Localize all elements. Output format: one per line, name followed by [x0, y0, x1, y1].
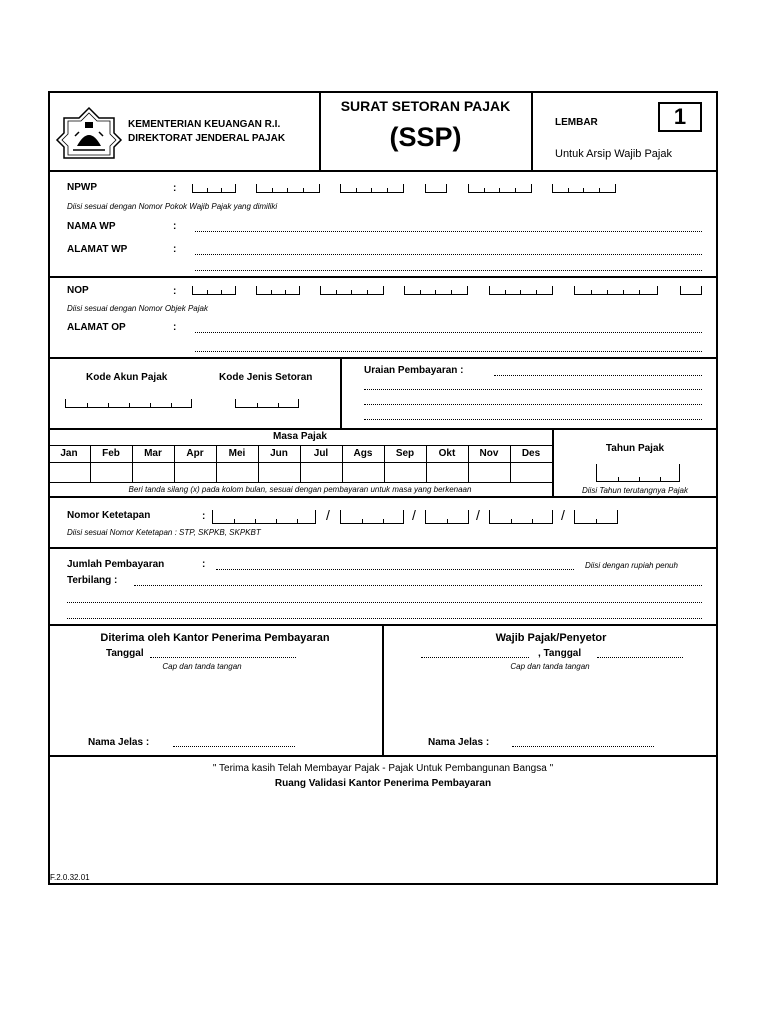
ketetapan-field-4[interactable]: [489, 510, 553, 524]
ministry-name: KEMENTERIAN KEUANGAN R.I.: [128, 119, 281, 130]
nomor-ketetapan-note: Diisi sesuai Nomor Ketetapan : STP, SKPKB, SKPKBT: [67, 528, 261, 537]
receiver-nama-label: Nama Jelas :: [88, 737, 150, 748]
alamat-wp-field-2[interactable]: [195, 270, 702, 271]
payer-title: Wajib Pajak/Penyetor: [495, 632, 607, 644]
directorate-name: DIREKTORAT JENDERAL PAJAK: [128, 133, 286, 144]
jumlah-note: Diisi dengan rupiah penuh: [585, 561, 678, 570]
month-label-nov: Nov: [479, 448, 499, 459]
uraian-label: Uraian Pembayaran :: [364, 365, 464, 376]
uraian-field-3[interactable]: [364, 404, 702, 405]
nop-field-6[interactable]: [574, 286, 658, 295]
alamat-wp-field-1[interactable]: [195, 254, 702, 255]
form-title: SURAT SETORAN PAJAK: [340, 98, 511, 114]
form-number: F.2.0.32.01: [50, 873, 90, 882]
jumlah-pembayaran-field[interactable]: [216, 569, 574, 570]
month-check-sep[interactable]: [384, 462, 426, 482]
masa-pajak-note: Beri tanda silang (x) pada kolom bulan, sesuai dengan pembayaran untuk masa yang berkenaan: [128, 485, 472, 494]
month-label-jul: Jul: [313, 448, 329, 459]
uraian-field-2[interactable]: [364, 389, 702, 390]
month-label-mar: Mar: [144, 448, 162, 459]
month-check-feb[interactable]: [90, 462, 132, 482]
kode-akun-field[interactable]: [65, 399, 192, 408]
month-check-ags[interactable]: [342, 462, 384, 482]
month-label-mei: Mei: [228, 448, 246, 459]
payer-nama-label: Nama Jelas :: [428, 737, 490, 748]
receiver-cap-note: Cap dan tanda tangan: [162, 662, 242, 671]
receiver-tanggal-field[interactable]: [150, 657, 296, 658]
receiver-nama-field[interactable]: [173, 746, 295, 747]
nop-field-4[interactable]: [404, 286, 468, 295]
month-divider: [132, 445, 133, 482]
slogan-text: " Terima kasih Telah Membayar Pajak - Pajak Untuk Pembangunan Bangsa ": [212, 763, 554, 774]
month-divider: [510, 445, 511, 482]
month-label-ags: Ags: [353, 448, 373, 459]
masa-pajak-title: Masa Pajak: [273, 431, 327, 442]
month-divider: [384, 445, 385, 482]
lembar-description: Untuk Arsip Wajib Pajak: [555, 148, 672, 160]
month-divider: [216, 445, 217, 482]
month-divider: [90, 445, 91, 482]
month-label-apr: Apr: [186, 448, 204, 459]
ketetapan-field-3[interactable]: [425, 510, 469, 524]
tahun-pajak-label: Tahun Pajak: [605, 443, 665, 454]
payer-tanggal-label: , Tanggal: [538, 648, 582, 659]
form-code: (SSP): [389, 122, 462, 152]
nop-field-5[interactable]: [489, 286, 553, 295]
npwp-note: Diisi sesuai dengan Nomor Pokok Wajib Pajak yang dimiliki: [67, 202, 278, 211]
month-check-nov[interactable]: [468, 462, 510, 482]
nop-field-3[interactable]: [320, 286, 384, 295]
month-check-mei[interactable]: [216, 462, 258, 482]
alamat-op-field-2[interactable]: [195, 351, 702, 352]
uraian-field-1[interactable]: [494, 375, 702, 376]
kode-jenis-label: Kode Jenis Setoran: [219, 372, 313, 383]
nomor-ketetapan-label: Nomor Ketetapan: [67, 510, 151, 521]
nama-wp-label: NAMA WP: [67, 221, 116, 232]
payer-cap-note: Cap dan tanda tangan: [510, 662, 590, 671]
month-divider: [468, 445, 469, 482]
ketetapan-field-2[interactable]: [340, 510, 404, 524]
month-check-jul[interactable]: [300, 462, 342, 482]
month-label-jun: Jun: [270, 448, 288, 459]
nop-field-7[interactable]: [680, 286, 702, 295]
month-check-mar[interactable]: [132, 462, 174, 482]
month-check-des[interactable]: [510, 462, 552, 482]
jumlah-pembayaran-label: Jumlah Pembayaran: [67, 559, 165, 570]
month-divider: [174, 445, 175, 482]
payer-nama-field[interactable]: [512, 746, 654, 747]
ketetapan-field-1[interactable]: [212, 510, 316, 524]
month-divider: [342, 445, 343, 482]
uraian-field-4[interactable]: [364, 419, 702, 420]
npwp-field-3[interactable]: [340, 184, 404, 193]
terbilang-field-1[interactable]: [134, 585, 702, 586]
month-check-jan[interactable]: [48, 462, 90, 482]
month-divider: [258, 445, 259, 482]
validasi-title: Ruang Validasi Kantor Penerima Pembayaran: [274, 778, 492, 789]
terbilang-field-2[interactable]: [67, 602, 702, 603]
month-label-jan: Jan: [60, 448, 78, 459]
nop-note: Diisi sesuai dengan Nomor Objek Pajak: [67, 304, 208, 313]
kode-akun-label: Kode Akun Pajak: [86, 372, 168, 383]
npwp-label: NPWP: [67, 182, 97, 193]
nop-field-1[interactable]: [192, 286, 236, 295]
npwp-field-6[interactable]: [552, 184, 616, 193]
alamat-op-field-1[interactable]: [195, 332, 702, 333]
month-divider: [426, 445, 427, 482]
month-label-des: Des: [521, 448, 541, 459]
ministry-emblem-icon: [55, 106, 123, 160]
lembar-number: 1: [658, 102, 702, 132]
tahun-pajak-field[interactable]: [596, 464, 680, 482]
month-check-apr[interactable]: [174, 462, 216, 482]
nama-wp-field[interactable]: [195, 231, 702, 232]
payer-tanggal-field[interactable]: [597, 657, 683, 658]
month-label-sep: Sep: [395, 448, 415, 459]
month-divider: [300, 445, 301, 482]
alamat-wp-label: ALAMAT WP: [67, 244, 128, 255]
nop-label: NOP: [67, 285, 89, 296]
npwp-field-2[interactable]: [256, 184, 320, 193]
ketetapan-field-5[interactable]: [574, 510, 618, 524]
terbilang-field-3[interactable]: [67, 618, 702, 619]
npwp-field-5[interactable]: [468, 184, 532, 193]
payer-place-field[interactable]: [421, 657, 529, 658]
nop-field-2[interactable]: [256, 286, 300, 295]
alamat-op-label: ALAMAT OP: [67, 322, 126, 333]
terbilang-label: Terbilang :: [67, 575, 118, 586]
month-label-feb: Feb: [102, 448, 120, 459]
month-check-jun[interactable]: [258, 462, 300, 482]
month-label-okt: Okt: [438, 448, 456, 459]
lembar-label: LEMBAR: [555, 117, 598, 128]
npwp-field-1[interactable]: [192, 184, 236, 193]
kode-jenis-field[interactable]: [235, 399, 299, 408]
receiver-title: Diterima oleh Kantor Penerima Pembayaran: [100, 632, 330, 644]
month-check-okt[interactable]: [426, 462, 468, 482]
receiver-tanggal-label: Tanggal: [106, 648, 144, 659]
tahun-pajak-note: Diisi Tahun terutangnya Pajak: [582, 486, 688, 495]
npwp-field-4[interactable]: [425, 184, 447, 193]
